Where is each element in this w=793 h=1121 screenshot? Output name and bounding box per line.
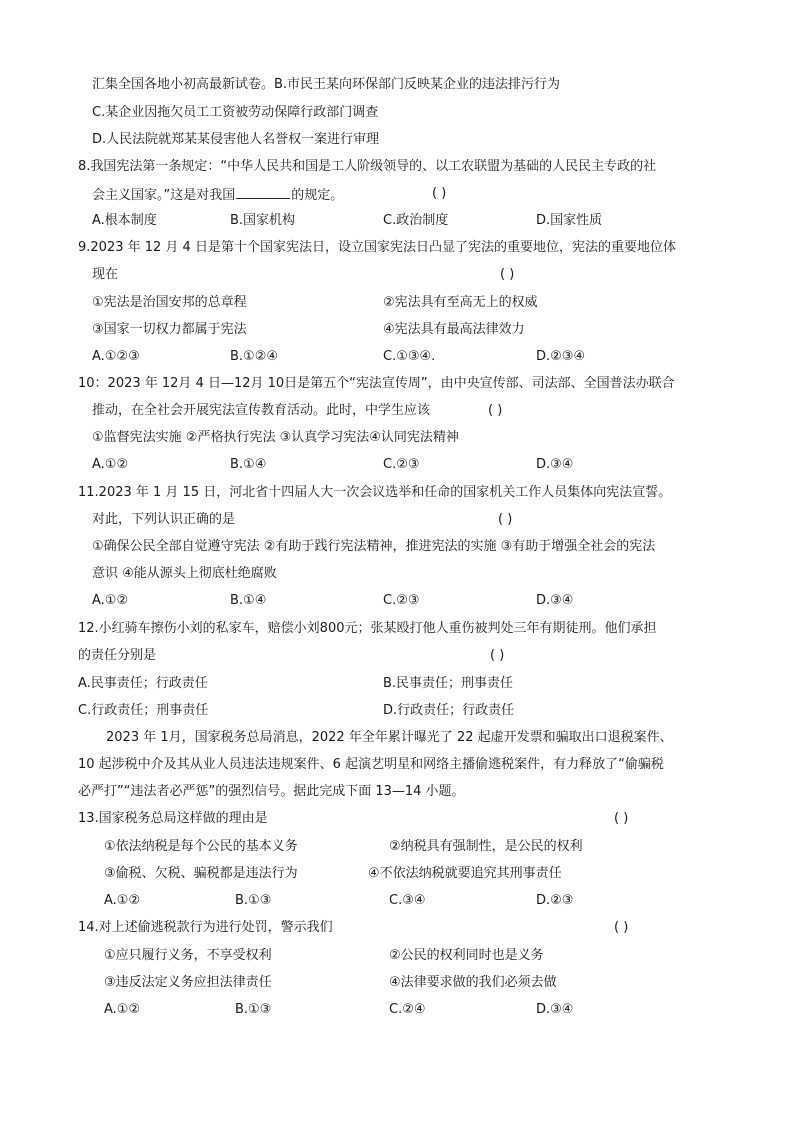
q13-option-c: C.③④ — [389, 893, 426, 908]
answer-paren: ( ) — [614, 811, 629, 826]
option-line: C.某企业因拖欠员工工资被劳动保障行政部门调查 — [92, 105, 379, 120]
question-12-stem: 12.小红骑车擦伤小刘的私家车，赔偿小刘800元；张某殴打他人重伤被判处三年有期徒刑。他们承担 — [78, 621, 657, 636]
question-9-stem-cont: 现在 — [92, 267, 119, 282]
question-13-stem: 13.国家税务总局这样做的理由是 — [78, 811, 268, 826]
q11-option-a: A.①② — [92, 593, 129, 608]
passage-line-2: 10 起涉税中介及其从业人员违法违规案件、6 起演艺明星和网络主播偷逃税案件，有力释放了“偷骗税 — [78, 757, 664, 772]
q9-statement-4: ④宪法具有最高法律效力 — [383, 322, 525, 337]
q8-option-d: D.国家性质 — [536, 213, 603, 228]
q9-option-b: B.①②④ — [230, 349, 279, 364]
question-12-stem-cont: 的责任分别是 — [78, 648, 157, 663]
question-10-stem-cont: 推动，在全社会开展宪法宣传教育活动。此时，中学生应该 — [92, 403, 431, 418]
answer-paren: ( ) — [432, 186, 447, 201]
question-11-stem: 11.2023 年 1 月 15 日，河北省十四届人大一次会议选举和任命的国家机关工作人员集体向宪法宣誓。 — [78, 485, 672, 500]
fill-blank — [236, 185, 290, 199]
q12-option-d: D.行政责任；行政责任 — [383, 703, 515, 718]
question-8-stem-pre: 会主义国家。”这是对我国 — [92, 188, 236, 203]
question-14-stem: 14.对上述偷逃税款行为进行处罚，警示我们 — [78, 920, 333, 935]
q13-statement-2: ②纳税具有强制性，是公民的权利 — [389, 839, 583, 854]
q14-option-a: A.①② — [104, 1002, 141, 1017]
option-line: D.人民法院就郑某某侵害他人名誉权一案进行审理 — [92, 132, 380, 147]
q13-option-a: A.①② — [104, 893, 141, 908]
q13-statement-4: ④不依法纳税就要追究其刑事责任 — [368, 866, 562, 881]
q12-option-c: C.行政责任；刑事责任 — [78, 703, 209, 718]
q14-option-d: D.③④ — [536, 1002, 574, 1017]
question-9-stem: 9.2023 年 12 月 4 日是第十个国家宪法日，设立国家宪法日凸显了宪法的重要地位，宪法的重要地位体 — [78, 240, 676, 255]
question-8-stem-post: 的规定。 — [291, 188, 344, 203]
q9-statement-2: ②宪法具有至高无上的权威 — [383, 295, 538, 310]
q11-statements-2: 意识 ④能从源头上彻底杜绝腐败 — [92, 566, 277, 581]
passage-line-1: 2023 年 1月，国家税务总局消息，2022 年全年累计曝光了 22 起虚开发票和骗取出口退税案件、 — [106, 730, 673, 745]
q10-option-b: B.①④ — [230, 457, 267, 472]
question-8-stem-cont — [92, 185, 343, 205]
question-10-stem: 10：2023 年 12月 4 日—12月 10日是第五个“宪法宣传周”，由中央宣传部、司法部、全国普法办联合 — [78, 376, 675, 391]
q8-option-c: C.政治制度 — [383, 213, 449, 228]
passage-line-3: 必严打”“违法者必严惩”的强烈信号。据此完成下面 13—14 小题。 — [78, 784, 465, 799]
q11-option-c: C.②③ — [383, 593, 420, 608]
q13-statement-1: ①依法纳税是每个公民的基本义务 — [104, 839, 298, 854]
answer-paren: ( ) — [488, 403, 503, 418]
q9-statement-3: ③国家一切权力都属于宪法 — [92, 322, 247, 337]
q12-option-b: B.民事责任；刑事责任 — [383, 676, 514, 691]
q11-statements-1: ①确保公民全部自觉遵守宪法 ②有助于践行宪法精神，推进宪法的实施 ③有助于增强全社会的宪法 — [92, 539, 656, 554]
q9-statement-1: ①宪法是治国安邦的总章程 — [92, 295, 247, 310]
option-line: 汇集全国各地小初高最新试卷。B.市民王某向环保部门反映某企业的违法排污行为 — [92, 77, 561, 92]
q11-option-d: D.③④ — [536, 593, 574, 608]
q9-option-a: A.①②③ — [92, 349, 140, 364]
q14-statement-2: ②公民的权利同时也是义务 — [389, 948, 544, 963]
q10-statements: ①监督宪法实施 ②严格执行宪法 ③认真学习宪法④认同宪法精神 — [92, 430, 459, 445]
q13-statement-3: ③偷税、欠税、骗税都是违法行为 — [104, 866, 298, 881]
q13-option-d: D.②③ — [536, 893, 574, 908]
q14-option-c: C.②④ — [389, 1002, 426, 1017]
q14-statement-1: ①应只履行义务，不享受权利 — [104, 948, 272, 963]
q11-option-b: B.①④ — [230, 593, 267, 608]
q9-option-d: D.②③④ — [536, 349, 586, 364]
q9-option-c: C.①③④. — [383, 349, 436, 364]
q10-option-a: A.①② — [92, 457, 129, 472]
q8-option-b: B.国家机构 — [230, 213, 296, 228]
question-11-stem-cont: 对此，下列认识正确的是 — [92, 512, 236, 527]
q13-option-b: B.①③ — [235, 893, 272, 908]
q10-option-c: C.②③ — [383, 457, 420, 472]
answer-paren: ( ) — [490, 648, 505, 663]
answer-paren: ( ) — [500, 267, 515, 282]
answer-paren: ( ) — [614, 920, 629, 935]
q12-option-a: A.民事责任；行政责任 — [78, 676, 208, 691]
q14-statement-4: ④法律要求做的我们必须去做 — [389, 975, 557, 990]
question-8-stem: 8.我国宪法第一条规定：“中华人民共和国是工人阶级领导的、以工农联盟为基础的人民民主专政的社 — [78, 159, 657, 174]
q14-statement-3: ③违反法定义务应担法律责任 — [104, 975, 272, 990]
answer-paren: ( ) — [498, 512, 513, 527]
q10-option-d: D.③④ — [536, 457, 574, 472]
q14-option-b: B.①③ — [235, 1002, 272, 1017]
q8-option-a: A.根本制度 — [92, 213, 157, 228]
